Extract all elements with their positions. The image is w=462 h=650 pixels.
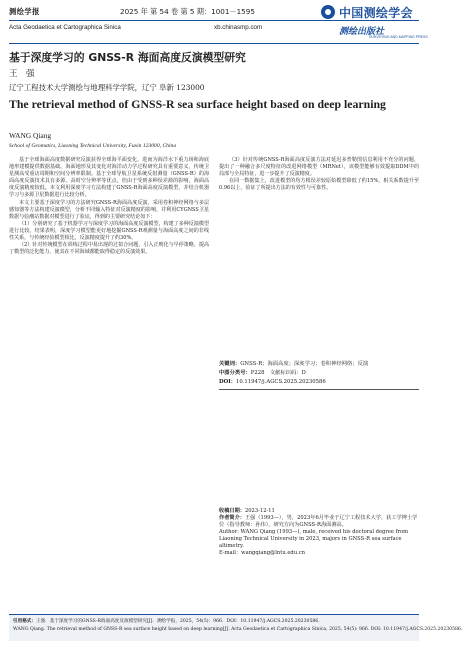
author-bio-cn: 王强（1993—），男，2023年6月毕业于辽宁工程技术大学，获工学博士学位（指导教师：孙伟），研究方向为GNSS-R海面测高。	[219, 515, 418, 528]
affiliation-en: School of Geomatics, Liaoning Technical University, Fuxin 123000, China	[9, 143, 177, 149]
journal-name-en: Acta Geodaetica et Cartographica Sinica	[9, 24, 121, 31]
affiliation-cn: 辽宁工程技术大学测绘与地理科学学院，辽宁 阜新 123000	[9, 83, 205, 92]
society-logo	[319, 2, 428, 40]
doi-value[interactable]: 10.11947/j.AGCS.2025.20230586	[235, 379, 326, 385]
abstract-right-column	[219, 157, 419, 357]
journal-name-cn: 测绘学报	[9, 7, 40, 16]
abstract-left-column	[9, 157, 209, 525]
citation-en: WANG Qiang. The retrieval method of GNSS-R sea surface height based on deep learning[J]. Acta Geodaetica et Cartographica Sinica, 2025, 54(5): 966. DOI: 10.11947/j.AGCS.2025.20230586.	[13, 627, 462, 632]
keywords-line	[219, 361, 419, 368]
header-divider	[9, 20, 419, 21]
email-label: E-mail：	[219, 550, 242, 556]
header-bottom-divider	[9, 43, 419, 44]
citation-cn	[13, 619, 415, 625]
body-paragraph: （3）针对传统GNSS-R海面高度反演方法对延迟多普勒图信息利用不充分的问题，提出了一种融合多尺度特征的改进网络模型（MRNet），该模型能够有效提取DDM中的局部与全局特征，进一步提升了反演精度。	[219, 157, 419, 178]
author-bio-label: 作者简介：	[219, 515, 245, 521]
society-emblem-icon	[321, 5, 335, 19]
doi-line	[219, 379, 419, 386]
clc-value: P228 文献标识码：D	[250, 370, 306, 376]
keywords-value: GNSS-R；海面高度；深度学习；卷积神经网络；反演	[240, 361, 369, 367]
citation-box	[9, 614, 462, 641]
body-paragraph: 基于全球海面高度数据研究反演获得全球海平面变化，进而为海洋水下重力场和海底地形建模提供数据基础。海面地形及其变化对海洋动力学过程研究具有重要意义，传统卫星测高受重访周期和空间分辨率限制。基于全球导航卫星系统反射测量（GNSS-R）的海面高度反演技术具有多源、高时空分辨率等优点，但由于受到多种误差源的影响，海面高度反演精度较低。本文利用深度学习方法构建了GNSS-R海面高度反演模型，并结合机器学习与多源卫星数据进行比较分析。	[9, 157, 209, 199]
body-paragraph: （2）针对传统模型在训练过程中易出现的过拟合问题，引入正则化与早停策略，提高了模型的泛化能力，使其在不同海域都能取得稳定的反演效果。	[9, 242, 209, 256]
journal-url[interactable]: xb.chinasmp.com	[214, 24, 263, 31]
body-paragraph: 在同一数据集上，改进模型的均方根误差较原始模型降低了约15%，相关系数提升至0.96以上，验证了所提出方法的有效性与可靠性。	[219, 178, 419, 192]
citation-label: 引用格式：	[13, 619, 36, 624]
body-paragraph: 本文主要基于深度学习的方法研究GNSS-R海面高度反演，采用卷积神经网络与多层感知器等方法构建反演模型，分析不同输入特征对反演精度的影响，并利用CYGNSS卫星数据与验潮站数据对模型进行了验证，得到的主要研究结论如下：	[9, 199, 209, 220]
journal-header	[0, 0, 427, 42]
press-logo-en: SURVEYING AND MAPPING PRESS	[369, 35, 428, 39]
received-label: 收稿日期：	[219, 508, 245, 514]
author-bio	[219, 508, 419, 608]
clc-label: 中图分类号：	[219, 370, 251, 376]
meta-divider	[219, 389, 419, 390]
author-name-cn: 王 强	[9, 69, 35, 79]
received-date: 2023-12-11	[244, 508, 275, 514]
doi-label: DOI：	[219, 379, 236, 385]
author-name-en: WANG Qiang	[9, 131, 52, 140]
author-bio-en: Author: WANG Qiang (1993—), male, received his doctoral degree from Liaoning Technical University in 2023, majors in GNSS-R sea surface altimetry.	[219, 529, 409, 549]
article-title-en: The retrieval method of GNSS-R sea surface height based on deep learning	[9, 97, 386, 111]
clc-line	[219, 370, 419, 377]
author-email[interactable]: wangqiang@lntu.edu.cn	[241, 550, 305, 556]
article-title-cn: 基于深度学习的 GNSS-R 海面高度反演模型研究	[9, 51, 246, 64]
body-paragraph: （1）分别研究了基于机器学习与深度学习的海面高度反演模型，构建了多种反演模型进行比较。结果表明，深度学习模型能更好地挖掘GNSS-R观测量与海面高度之间的非线性关系，与传统经验模型相比，反演精度提升了约30%。	[9, 220, 209, 242]
citation-cn-text: 王强．基于深度学习的GNSS-R海面高度反演模型研究[J]．测绘学报，2025，54(5)：966．DOI：10.11947/j.AGCS.2025.20230586．	[35, 619, 323, 624]
press-logo-script: 测绘出版社	[339, 27, 385, 37]
society-name: 中国测绘学会	[339, 6, 413, 20]
keywords-label: 关键词：	[219, 361, 241, 367]
volume-info: 2025 年 第 54 卷 第 5 期：1001－1595	[120, 7, 255, 16]
